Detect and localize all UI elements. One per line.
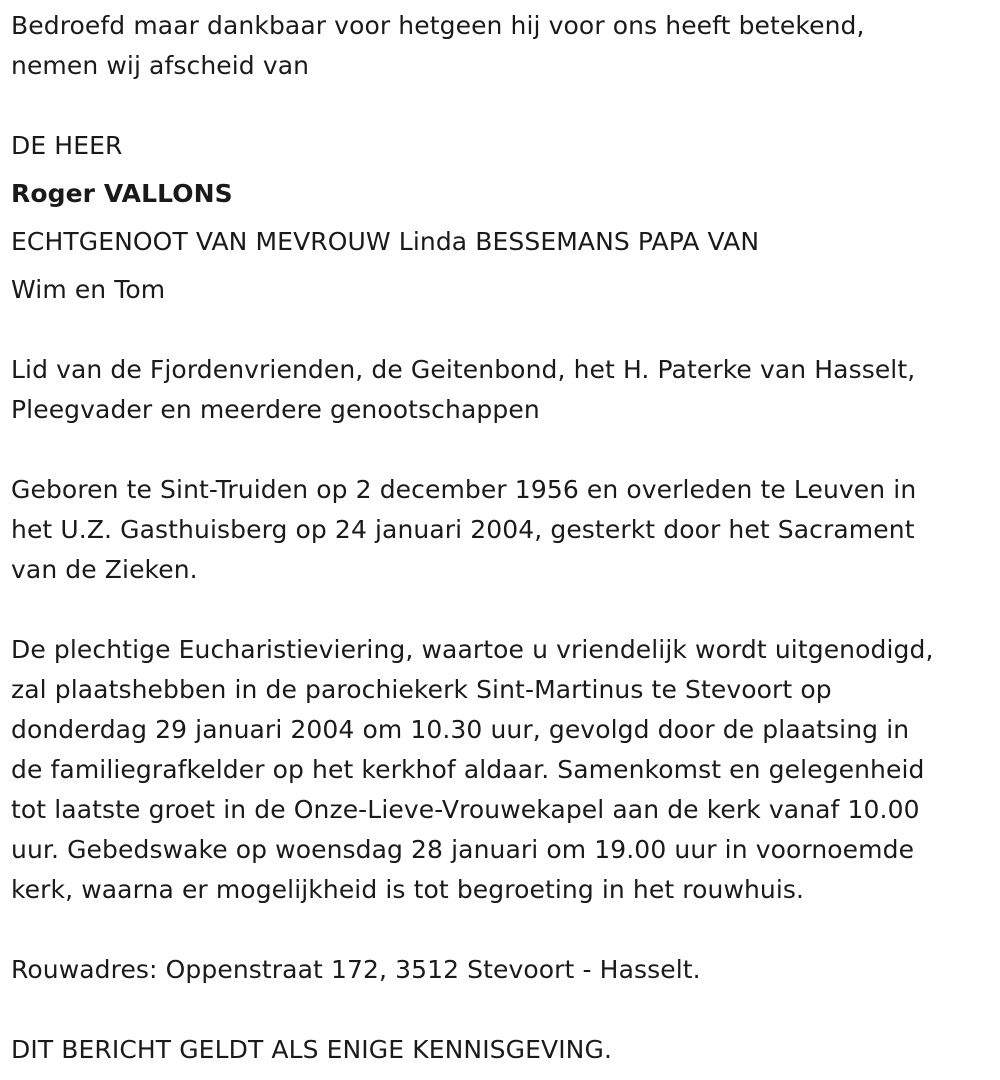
birth-death-line-1: Geboren te Sint-Truiden op 2 december 1956 en overleden te Leuven in xyxy=(11,475,917,504)
memberships-line-1: Lid van de Fjordenvrienden, de Geitenbond, het H. Paterke van Hasselt, xyxy=(11,355,916,384)
ceremony-line-7: kerk, waarna er mogelijkheid is tot begroeting in het rouwhuis. xyxy=(11,875,805,904)
relations-line-1: ECHTGENOOT VAN MEVROUW Linda BESSEMANS PAPA VAN xyxy=(11,227,760,256)
ceremony-line-5: tot laatste groet in de Onze-Lieve-Vrouwekapel aan de kerk vanaf 10.00 xyxy=(11,795,920,824)
ceremony-line-1: De plechtige Eucharistieviering, waartoe u vriendelijk wordt uitgenodigd, xyxy=(11,635,934,664)
intro-line-1: Bedroefd maar dankbaar voor hetgeen hij voor ons heeft betekend, xyxy=(11,11,865,40)
ceremony-line-3: donderdag 29 januari 2004 om 10.30 uur, gevolgd door de plaatsing in xyxy=(11,715,910,744)
ceremony-line-2: zal plaatshebben in de parochiekerk Sint-Martinus te Stevoort op xyxy=(11,675,832,704)
honorific-title: DE HEER xyxy=(11,131,123,160)
intro-line-2: nemen wij afscheid van xyxy=(11,51,310,80)
memberships-line-2: Pleegvader en meerdere genootschappen xyxy=(11,395,540,424)
closing-statement: DIT BERICHT GELDT ALS ENIGE KENNISGEVING. xyxy=(11,1035,612,1064)
mourning-address: Rouwadres: Oppenstraat 172, 3512 Stevoort - Hasselt. xyxy=(11,955,701,984)
birth-death-line-2: het U.Z. Gasthuisberg op 24 januari 2004, gesterkt door het Sacrament xyxy=(11,515,915,544)
birth-death-line-3: van de Zieken. xyxy=(11,555,198,584)
ceremony-line-4: de familiegrafkelder op het kerkhof aldaar. Samenkomst en gelegenheid xyxy=(11,755,925,784)
deceased-name: Roger VALLONS xyxy=(11,179,233,208)
ceremony-line-6: uur. Gebedswake op woensdag 28 januari om 19.00 uur in voornoemde xyxy=(11,835,915,864)
relations-line-2: Wim en Tom xyxy=(11,275,166,304)
